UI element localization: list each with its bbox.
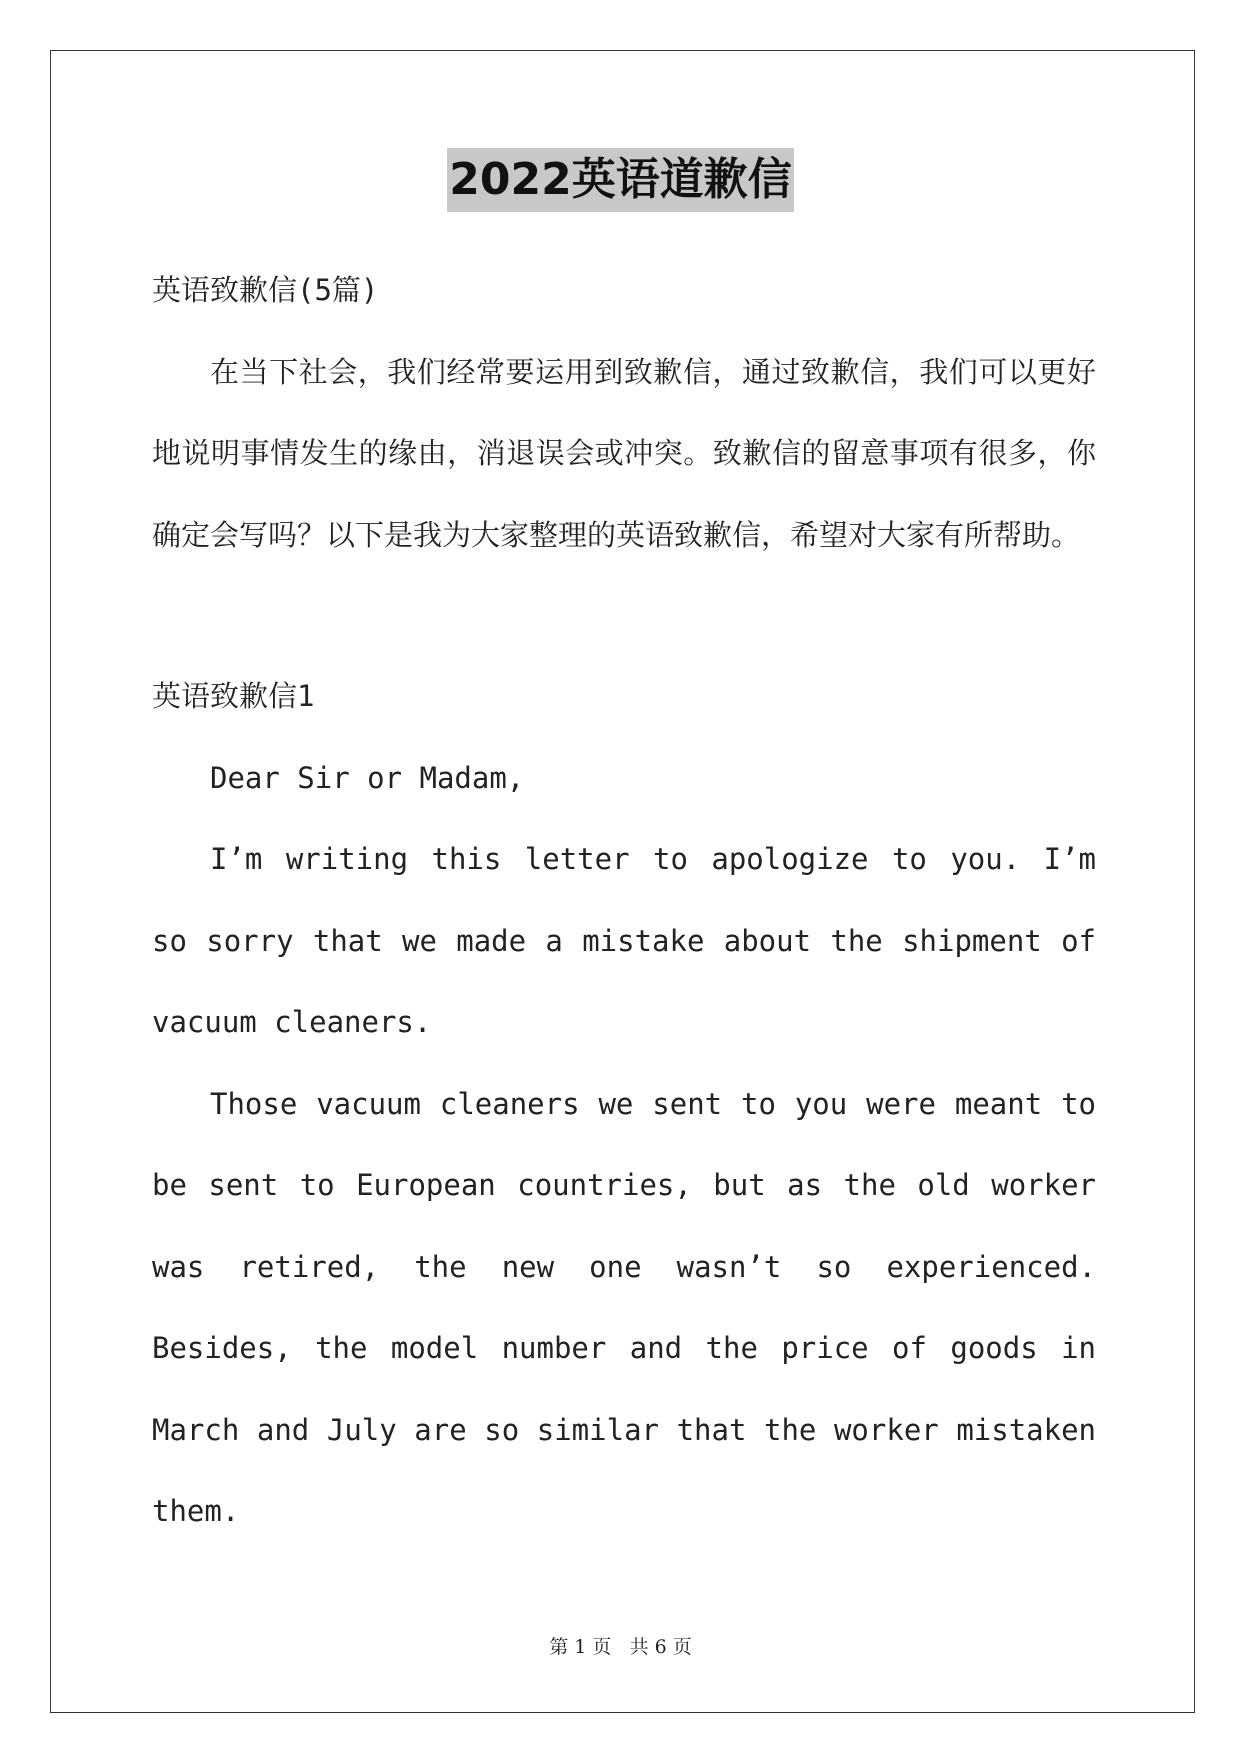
title-container xyxy=(0,148,1241,212)
page-number: 第 1 页 xyxy=(549,1636,612,1658)
document-subtitle: 英语致歉信(5篇) xyxy=(152,273,379,307)
document-body xyxy=(152,250,1096,1553)
document-title: 2022英语道歉信 xyxy=(447,148,793,212)
letter-salutation: Dear Sir or Madam, xyxy=(210,760,525,795)
letter-paragraph: Those vacuum cleaners we sent to you were meant to be sent to European countries, but as the old worker was retired, the new one wasn’t so experienced. Besides, the model number and the price of goods in March and July are so similar that the worker mistaken them. xyxy=(152,1086,1096,1528)
section-heading: 英语致歉信1 xyxy=(152,679,315,713)
intro-paragraph: 在当下社会，我们经常要运用到致歉信，通过致歉信，我们可以更好地说明事情发生的缘由，消退误会或冲突。致歉信的留意事项有很多，你确定会写吗？以下是我为大家整理的英语致歉信，希望对大家有所帮助。 xyxy=(152,354,1096,552)
page-total: 共 6 页 xyxy=(629,1636,692,1658)
section-spacer xyxy=(152,576,1096,656)
page-footer xyxy=(0,1632,1241,1659)
letter-paragraph: I’m writing this letter to apologize to you. I’m so sorry that we made a mistake about the shipment of vacuum cleaners. xyxy=(152,842,1096,1039)
